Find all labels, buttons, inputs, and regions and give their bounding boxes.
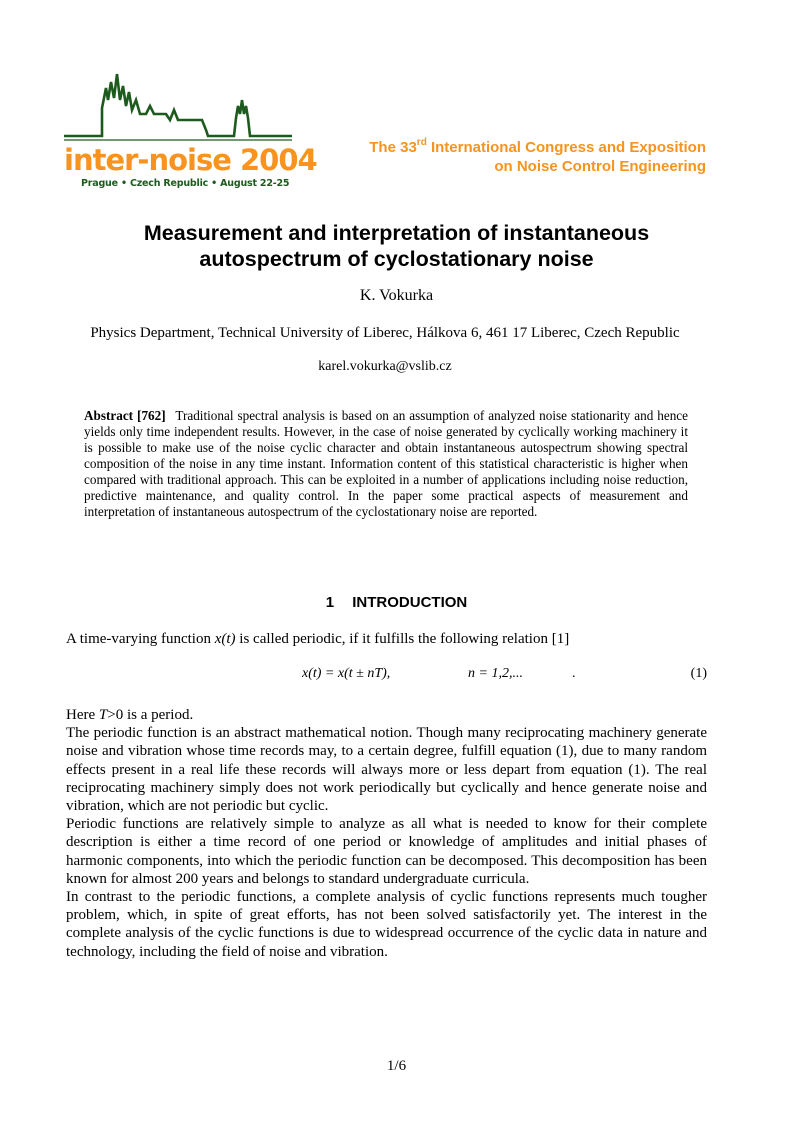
conference-logo (62, 70, 317, 192)
function-symbol: x(t) (214, 631, 236, 647)
paper-title-line-2: autospectrum of cyclostationary noise (199, 247, 594, 271)
congress-line-1: The 33rd International Congress and Exposition (369, 137, 706, 156)
period-sentence: Here T>0 is a period. (66, 707, 194, 723)
paper-author: K. Vokurka (359, 287, 434, 304)
author-email: karel.vokurka@vslib.cz (318, 359, 452, 374)
ordinal-suffix: rd (416, 137, 427, 148)
abstract-label: Abstract [762] (84, 408, 166, 423)
equation-1 (66, 666, 707, 688)
equation-expression: x(t) = x(t ± nT), (302, 666, 391, 681)
paragraph-1: The periodic function is an abstract mathematical notion. Though many reciprocating machinery generate noise and vibration whose time records may, to a certain degree, fulfill equation (1), due to many random effects present in a real life these records will always more or less depart from equation (1). The real reciprocating machinery simply does not work periodically but cyclically and hence generate noise and vibration, which are not periodic but cyclic. (66, 725, 707, 815)
section-number: 1 (325, 594, 335, 611)
congress-heading (369, 138, 706, 176)
body-text (66, 706, 707, 961)
section-heading (0, 594, 793, 611)
logo-wordmark: inter-noise 2004 (64, 143, 317, 177)
intro-sentence: A time-varying function x(t) is called periodic, if it fulfills the following relation [1] (66, 631, 570, 647)
abstract (84, 408, 688, 520)
abstract-text: Traditional spectral analysis is based on an assumption of analyzed noise stationarity and hence yields only time independent results. However, in the case of noise generated by cyclically working machinery it is possible to make use of the noise cyclic character and obtain instantaneous autospectrum showing spectral composition of the noise in any time instant. Information content of this statistical characteristic is higher when compared with traditional approach. This can be exploited in a number of applications including noise reduction, predictive maintenance, and quality control. In the paper some practical aspects of measurement and interpretation of instantaneous autospectrum of the cyclostationary noise are reported. (84, 408, 689, 519)
prague-skyline-icon (62, 70, 294, 150)
section-title: INTRODUCTION (352, 594, 468, 611)
period-symbol: T (98, 707, 108, 723)
paper-title-line-1: Measurement and interpretation of instantaneous (143, 221, 650, 245)
page-number: 1/6 (386, 1058, 407, 1074)
paragraph-2: Periodic functions are relatively simple to analyze as all what is needed to know for their complete description is either a time record of one period or knowledge of amplitudes and initial phases of harmonic components, into which the periodic function can be decomposed. This decomposition has been known for almost 200 years and belongs to standard undergraduate curricula. (66, 816, 707, 887)
author-affiliation: Physics Department, Technical University of Liberec, Hálkova 6, 461 17 Liberec, Czech Republic (90, 325, 680, 341)
equation-condition: n = 1,2,... (468, 666, 523, 681)
logo-subline: Prague • Czech Republic • August 22-25 (81, 178, 290, 189)
equation-number: (1) (690, 666, 707, 681)
congress-line-2: on Noise Control Engineering (494, 158, 706, 175)
equation-period: . (572, 666, 576, 681)
paper-title (0, 220, 793, 272)
paragraph-3: In contrast to the periodic functions, a complete analysis of cyclic functions represents much tougher problem, which, in spite of great efforts, has not been solved satisfactorily yet. The interest in the complete analysis of the cyclic functions is due to widespread occurrence of the cyclic data in nature and technology, including the field of noise and vibration. (66, 889, 707, 960)
